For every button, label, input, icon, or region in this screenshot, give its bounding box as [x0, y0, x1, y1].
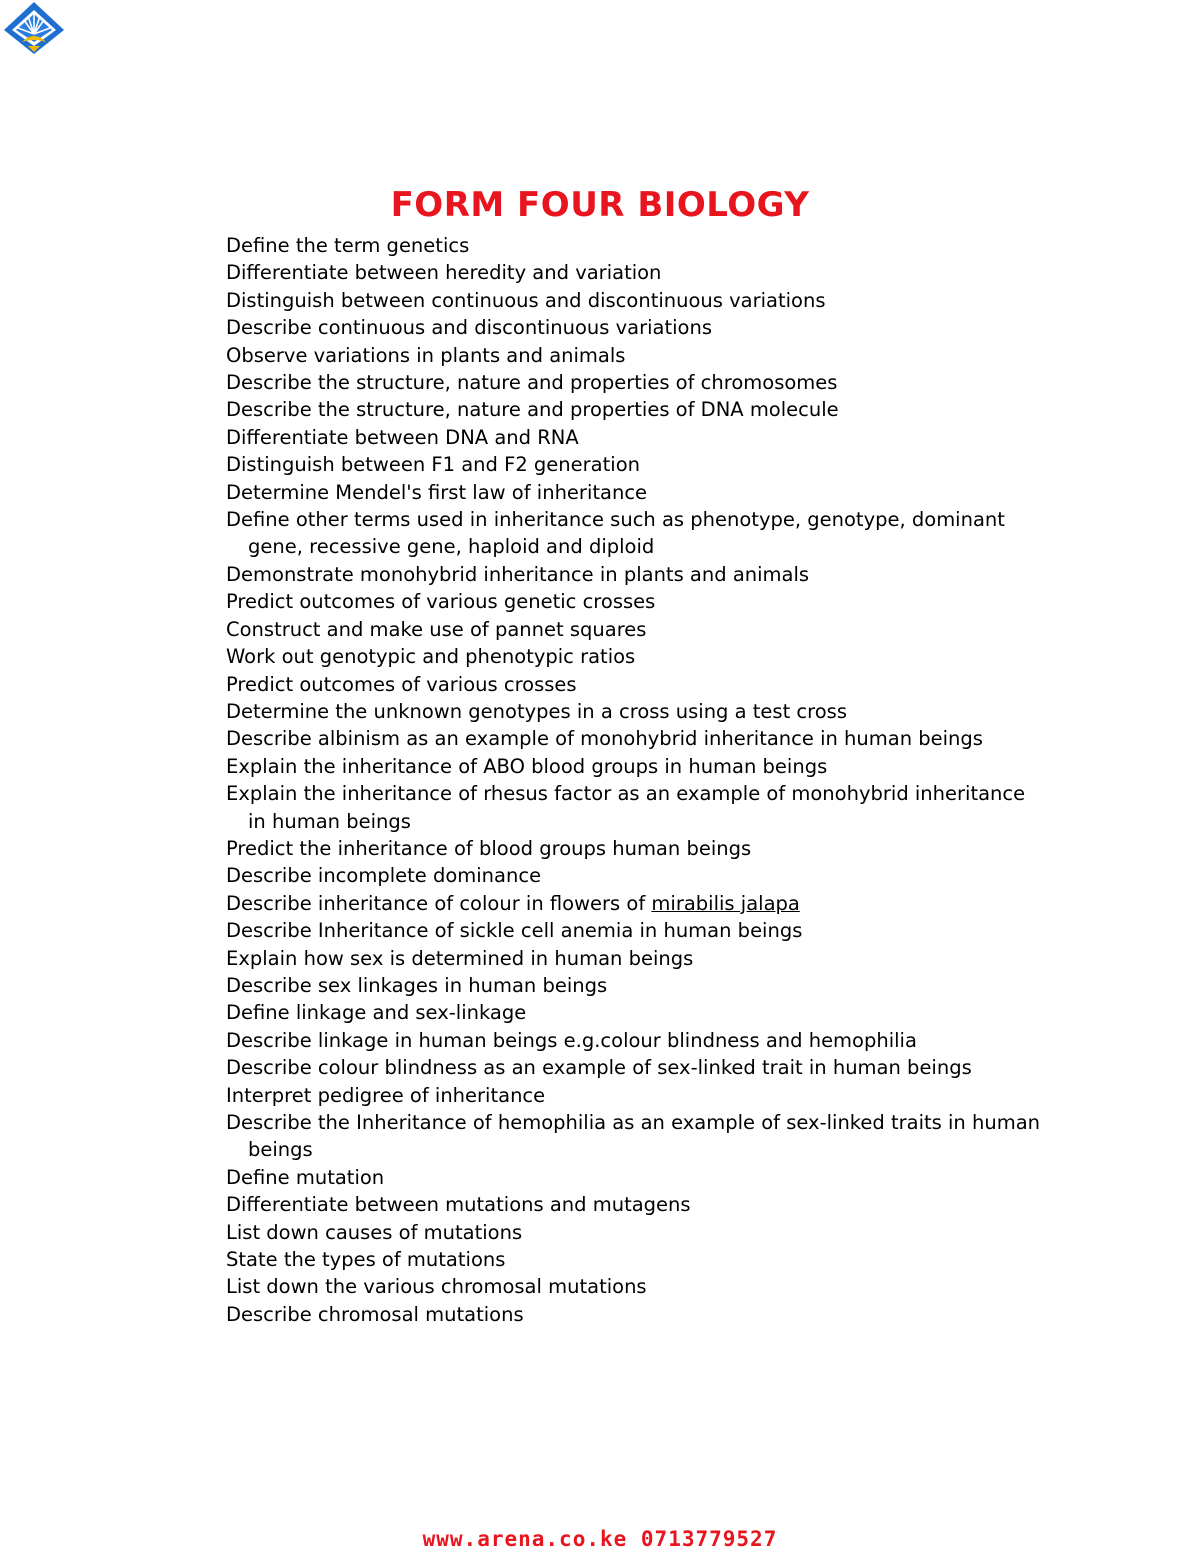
objective-item	[226, 287, 1046, 314]
objective-text: Predict the inheritance of blood groups human beings	[226, 836, 752, 860]
objective-text: Describe linkage in human beings e.g.colour blindness and hemophilia	[226, 1028, 917, 1052]
objective-text: Differentiate between heredity and variation	[226, 261, 662, 285]
objective-text: Explain how sex is determined in human beings	[226, 946, 694, 970]
objective-item	[226, 561, 1046, 588]
objective-item	[226, 1273, 1046, 1300]
objective-text: Differentiate between mutations and mutagens	[226, 1193, 691, 1217]
objective-text: Define mutation	[226, 1165, 385, 1189]
objective-text: Describe continuous and discontinuous variations	[226, 316, 713, 340]
objective-text: Determine Mendel's first law of inheritance	[226, 480, 648, 504]
objective-text: Explain the inheritance of ABO blood groups in human beings	[226, 754, 828, 778]
objective-text: Observe variations in plants and animals	[226, 343, 626, 367]
objective-item	[226, 259, 1046, 286]
objective-item	[226, 945, 1046, 972]
objective-text: Explain the inheritance of rhesus factor as an example of monohybrid inheritance in human beings	[226, 782, 1026, 833]
objective-text: Define other terms used in inheritance such as phenotype, genotype, dominant gene, recessive gene, haploid and diploid	[226, 508, 1005, 559]
objective-item	[226, 506, 1046, 561]
objective-item	[226, 451, 1046, 478]
objective-item	[226, 643, 1046, 670]
objective-text: Describe inheritance of colour in flowers of	[226, 891, 652, 915]
objective-item	[226, 835, 1046, 862]
objective-text: Demonstrate monohybrid inheritance in plants and animals	[226, 562, 810, 586]
objective-item	[226, 1054, 1046, 1081]
objective-text: Describe the structure, nature and properties of chromosomes	[226, 371, 838, 395]
objective-text: Define linkage and sex-linkage	[226, 1001, 527, 1025]
objective-item	[226, 342, 1046, 369]
objective-item	[226, 1027, 1046, 1054]
objective-item	[226, 1246, 1046, 1273]
objective-item	[226, 314, 1046, 341]
objective-text: Differentiate between DNA and RNA	[226, 425, 579, 449]
objective-item	[226, 369, 1046, 396]
page-title: FORM FOUR BIOLOGY	[390, 185, 810, 225]
objective-item	[226, 725, 1046, 752]
objective-item	[226, 1301, 1046, 1328]
objective-item	[226, 232, 1046, 259]
objective-item	[226, 424, 1046, 451]
objective-text: Describe chromosal mutations	[226, 1302, 524, 1326]
objective-item	[226, 1082, 1046, 1109]
objective-text: Describe sex linkages in human beings	[226, 973, 608, 997]
objective-text: List down causes of mutations	[226, 1220, 523, 1244]
objective-text: Describe the Inheritance of hemophilia as an example of sex-linked traits in human beings	[226, 1111, 1041, 1162]
objective-text: Interpret pedigree of inheritance	[226, 1083, 546, 1107]
objective-item	[226, 780, 1046, 835]
objective-item	[226, 862, 1046, 889]
objective-text: Determine the unknown genotypes in a cross using a test cross	[226, 699, 847, 723]
objective-text: Describe Inheritance of sickle cell anemia in human beings	[226, 919, 803, 943]
objective-item	[226, 999, 1046, 1026]
objective-text: State the types of mutations	[226, 1248, 506, 1272]
objective-text: Describe albinism as an example of monohybrid inheritance in human beings	[226, 727, 983, 751]
objective-text: Distinguish between F1 and F2 generation	[226, 453, 640, 477]
objective-item	[226, 671, 1046, 698]
objective-item	[226, 917, 1046, 944]
objective-text: Predict outcomes of various crosses	[226, 672, 577, 696]
objective-item	[226, 890, 1046, 917]
objectives-list	[226, 232, 1046, 1328]
objective-item	[226, 479, 1046, 506]
objective-text: Describe colour blindness as an example of sex-linked trait in human beings	[226, 1056, 972, 1080]
objective-item	[226, 396, 1046, 423]
objective-item	[226, 1109, 1046, 1164]
objective-text: Predict outcomes of various genetic crosses	[226, 590, 656, 614]
objective-text: Describe incomplete dominance	[226, 864, 542, 888]
objective-item	[226, 588, 1046, 615]
objective-text: Distinguish between continuous and discontinuous variations	[226, 288, 826, 312]
objective-text: Construct and make use of pannet squares	[226, 617, 647, 641]
objective-text: Define the term genetics	[226, 234, 470, 257]
objective-item	[226, 616, 1046, 643]
objective-text: Describe the structure, nature and properties of DNA molecule	[226, 398, 839, 422]
objective-item	[226, 753, 1046, 780]
footer-contact: www.arena.co.ke 0713779527	[422, 1527, 778, 1551]
objective-item	[226, 1164, 1046, 1191]
species-name: mirabilis jalapa	[651, 891, 800, 915]
objective-item	[226, 698, 1046, 725]
objective-text: Work out genotypic and phenotypic ratios	[226, 645, 636, 669]
objective-item	[226, 1219, 1046, 1246]
arena-logo-icon	[2, 0, 66, 56]
objective-item	[226, 1191, 1046, 1218]
objective-text: List down the various chromosal mutations	[226, 1275, 647, 1299]
objective-item	[226, 972, 1046, 999]
